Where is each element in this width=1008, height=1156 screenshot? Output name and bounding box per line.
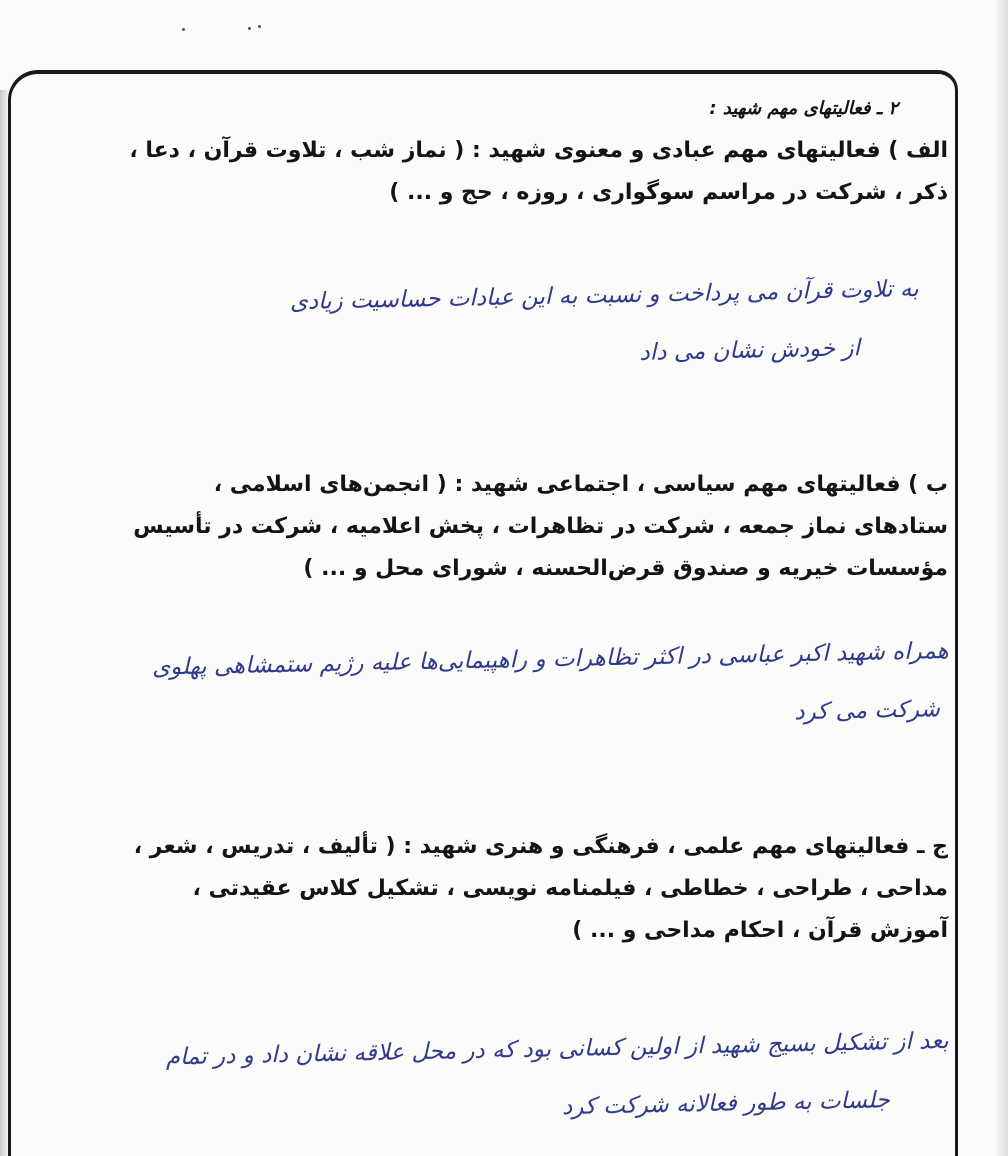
scan-speck [258,25,261,28]
question-jim [134,826,948,952]
scan-right-edge [996,0,1008,1156]
question-line: الف ) فعالیتهای مهم عبادی و معنوی شهید : ( نماز شب ، تلاوت قرآن ، دعا ، [129,138,948,163]
question-line: مداحی ، طراحی ، خطاطی ، فیلمنامه نویسی ، تشکیل کلاس عقیدتی ، [192,876,948,901]
form-frame [8,70,958,1156]
question-be [133,464,948,590]
scan-left-shadow [0,90,8,1156]
answer-be [48,622,950,757]
handwritten-line: شرکت می کرد [794,696,941,726]
handwritten-line: بعد از تشکیل بسیج شهید از اولین کسانی بود که در محل علاقه نشان داد و در تمام [165,1027,949,1071]
question-line: مؤسسات خیریه و صندوق قرض‌الحسنه ، شورای محل و ... ) [303,556,948,581]
handwritten-line: همراه شهید اکبر عباسی در اکثر تظاهرات و راهپیمایی‌ها علیه رژیم ستمشاهی پهلوی [151,637,949,681]
question-line: آموزش قرآن ، احکام مداحی و ... ) [572,918,948,943]
scan-speck [182,28,185,31]
question-alef [129,130,948,214]
handwritten-line: به تلاوت قرآن می پرداخت و نسبت به این عبادات حساسیت زیادی [289,275,919,316]
handwritten-line: جلسات به طور فعالانه شرکت کرد [561,1087,891,1121]
section-heading: ۲ ـ فعالیتهای مهم شهید : [709,98,898,119]
question-line: ذکر ، شرکت در مراسم سوگواری ، روزه ، حج و ... ) [389,180,948,205]
answer-alef [38,260,920,394]
question-line: ج ـ فعالیتهای مهم علمی ، فرهنگی و هنری شهید : ( تألیف ، تدریس ، شعر ، [133,834,948,859]
handwritten-line: از خودش نشان می داد [639,335,861,366]
question-line: ب ) فعالیتهای مهم سیاسی ، اجتماعی شهید : ( انجمن‌های اسلامی ، [213,472,948,497]
scan-speck [248,27,251,30]
question-line: ستادهای نماز جمعه ، شرکت در تظاهرات ، پخش اعلامیه ، شرکت در تأسیس [133,514,948,539]
answer-jim [48,1012,950,1147]
